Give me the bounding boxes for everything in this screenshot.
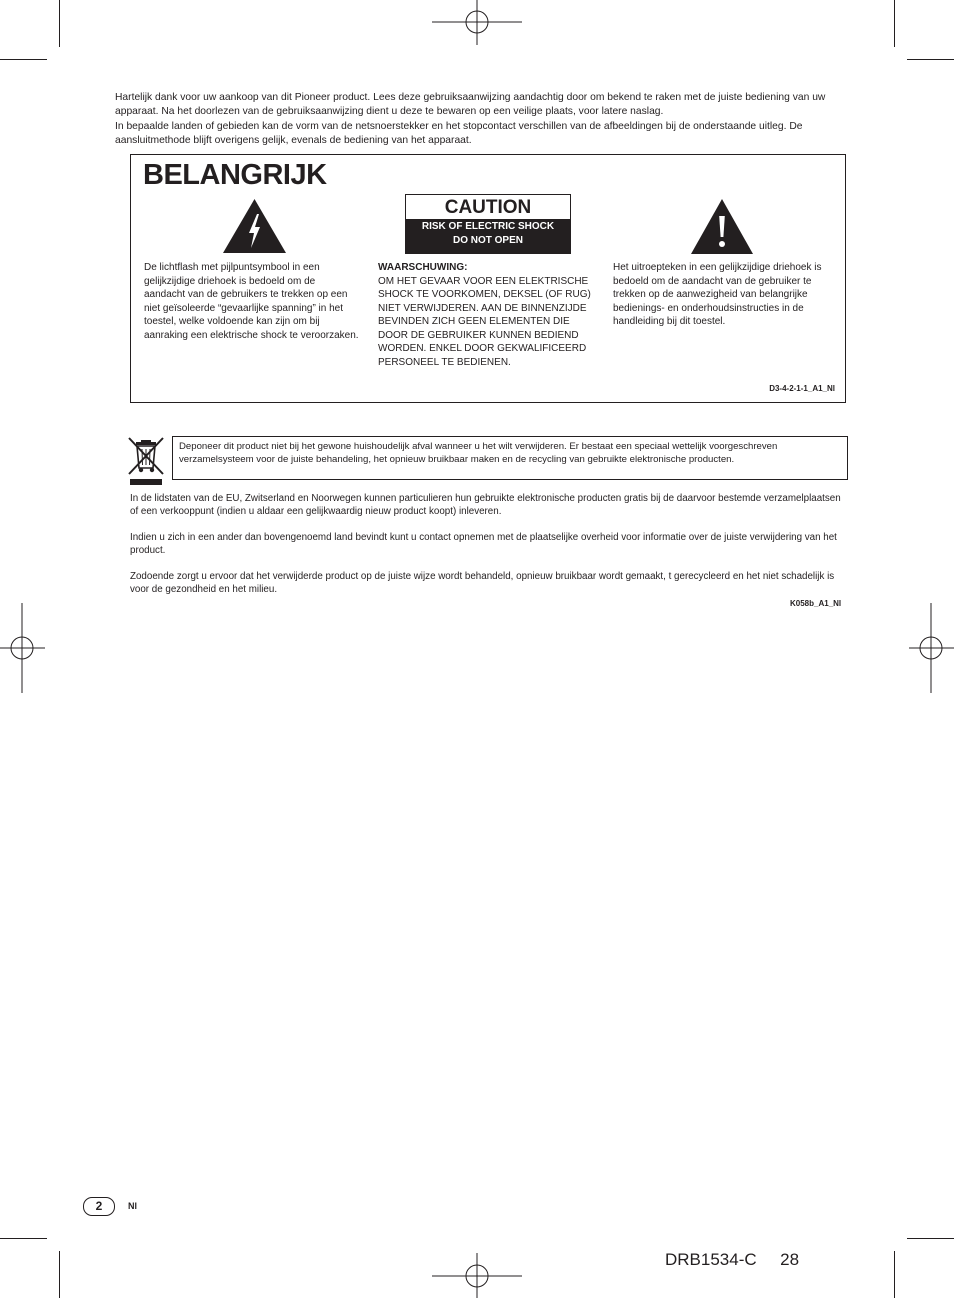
warning-label: WAARSCHUWING: (378, 262, 468, 273)
crop-mark (0, 59, 47, 60)
language-code: Nl (128, 1201, 137, 1211)
weee-bar (130, 479, 162, 485)
crop-mark (894, 0, 895, 47)
disposal-paragraph: In de lidstaten van de EU, Zwitserland en Noorwegen kunnen particulieren hun gebruikte elektronische producten gratis bij de daarvoor bestemde verzamelplaatsen of een verkooppunt (indien u aldaar een gelijkwaardig nieuw product koopt) inleveren. (130, 493, 841, 518)
crosshair-registration-icon (432, 0, 522, 90)
warning-text (378, 261, 600, 369)
intro-paragraph: In bepaalde landen of gebieden kan de vorm van de netsnoerstekker en het stopcontact verschillen van de afbeeldingen bij de onderstaande uitleg. De aansluitmethode blijft overigens gelijk, evenals de bediening van het apparaat. (115, 120, 803, 147)
caution-title: CAUTION (406, 195, 570, 219)
crop-mark (907, 1238, 954, 1239)
crosshair-registration-icon (864, 603, 954, 693)
caution-subtitle (406, 220, 570, 247)
doc-code: DRB1534-C (665, 1250, 757, 1269)
reference-code: D3-4-2-1-1_A1_Nl (769, 384, 835, 393)
disposal-notice-box: Deponeer dit product niet bij het gewone huishoudelijk afval wanneer u het wilt verwijderen. Er bestaat een speciaal wettelijk voorgeschreven verzamelsysteem voor de juiste behandeling, het opnieuw bruikbaar maken en de recycling van gebruikte elektronische producten. (172, 436, 848, 480)
document-code (665, 1250, 799, 1270)
intro-paragraph: Hartelijk dank voor uw aankoop van dit Pioneer product. Lees deze gebruiksaanwijzing aandachtig door om bekend te raken met de juiste bediening van uw apparaat. Na het doorlezen van de gebruiksaanwijzing dient u deze te bewaren op een veilige plaats, voor latere naslag. (115, 92, 826, 118)
disposal-paragraph: Indien u zich in een ander dan bovengenoemd land bevindt kunt u contact opnemen met de plaatselijke overheid voor informatie over de juiste verwijdering van het product. (130, 532, 837, 557)
reference-code: K058b_A1_Nl (790, 599, 842, 608)
crop-mark (59, 1251, 60, 1298)
caution-label (405, 194, 571, 254)
belangrijk-title: BELANGRIJK (143, 159, 327, 191)
crop-mark (59, 0, 60, 47)
disposal-paragraph: Zodoende zorgt u ervoor dat het verwijderde product op de juiste wijze wordt behandeld, opnieuw bruikbaar wordt gemaakt, t gerecycleerd en het niet schadelijk is voor de gezondheid en het milieu. (130, 571, 835, 596)
crossed-wheelie-bin-icon (127, 436, 165, 476)
crop-mark (907, 59, 954, 60)
crosshair-registration-icon (432, 1208, 522, 1298)
warning-body: OM HET GEVAAR VOOR EEN ELEKTRISCHE SHOCK TE VOORKOMEN, DEKSEL (OF RUG) NIET VERWIJDEREN. AAN DE BINNENZIJDE BEVINDEN ZICH GEEN ELEMENTEN DIE DOOR DE GEBRUIKER KUNNEN BEDIEND WORDEN. ENKEL DOOR GEKWALIFICEERD PERSONEEL TE BEDIENEN. (378, 275, 591, 368)
belangrijk-warning-box (130, 154, 846, 403)
sheet-number: 28 (780, 1250, 800, 1269)
crop-mark (894, 1251, 895, 1298)
exclamation-triangle-icon (690, 198, 754, 255)
shock-symbol-description: De lichtflash met pijlpuntsymbool in een gelijkzijdige driehoek is bedoeld om de aandacht van de gebruikers te trekken op een niet geïsoleerde “gevaarlijke spanning” in het toestel, welke voldoende kan zijn om bij aanraking een elektrische shock te veroorzaken. (144, 262, 359, 341)
caution-line: DO NOT OPEN (452, 234, 523, 246)
lightning-triangle-icon (222, 198, 287, 254)
crop-mark (0, 1238, 47, 1239)
crosshair-registration-icon (0, 603, 90, 693)
caution-line: RISK OF ELECTRIC SHOCK (421, 221, 555, 232)
page-number: 2 (83, 1197, 115, 1216)
intro-text (115, 91, 857, 149)
exclamation-symbol-description: Het uitroepteken in een gelijkzijdige driehoek is bedoeld om de aandacht van de gebruiker te trekken op de aanwezigheid van belangrijke bedienings- en onderhoudsinstructies in de handleiding bij dit toestel. (613, 262, 822, 327)
